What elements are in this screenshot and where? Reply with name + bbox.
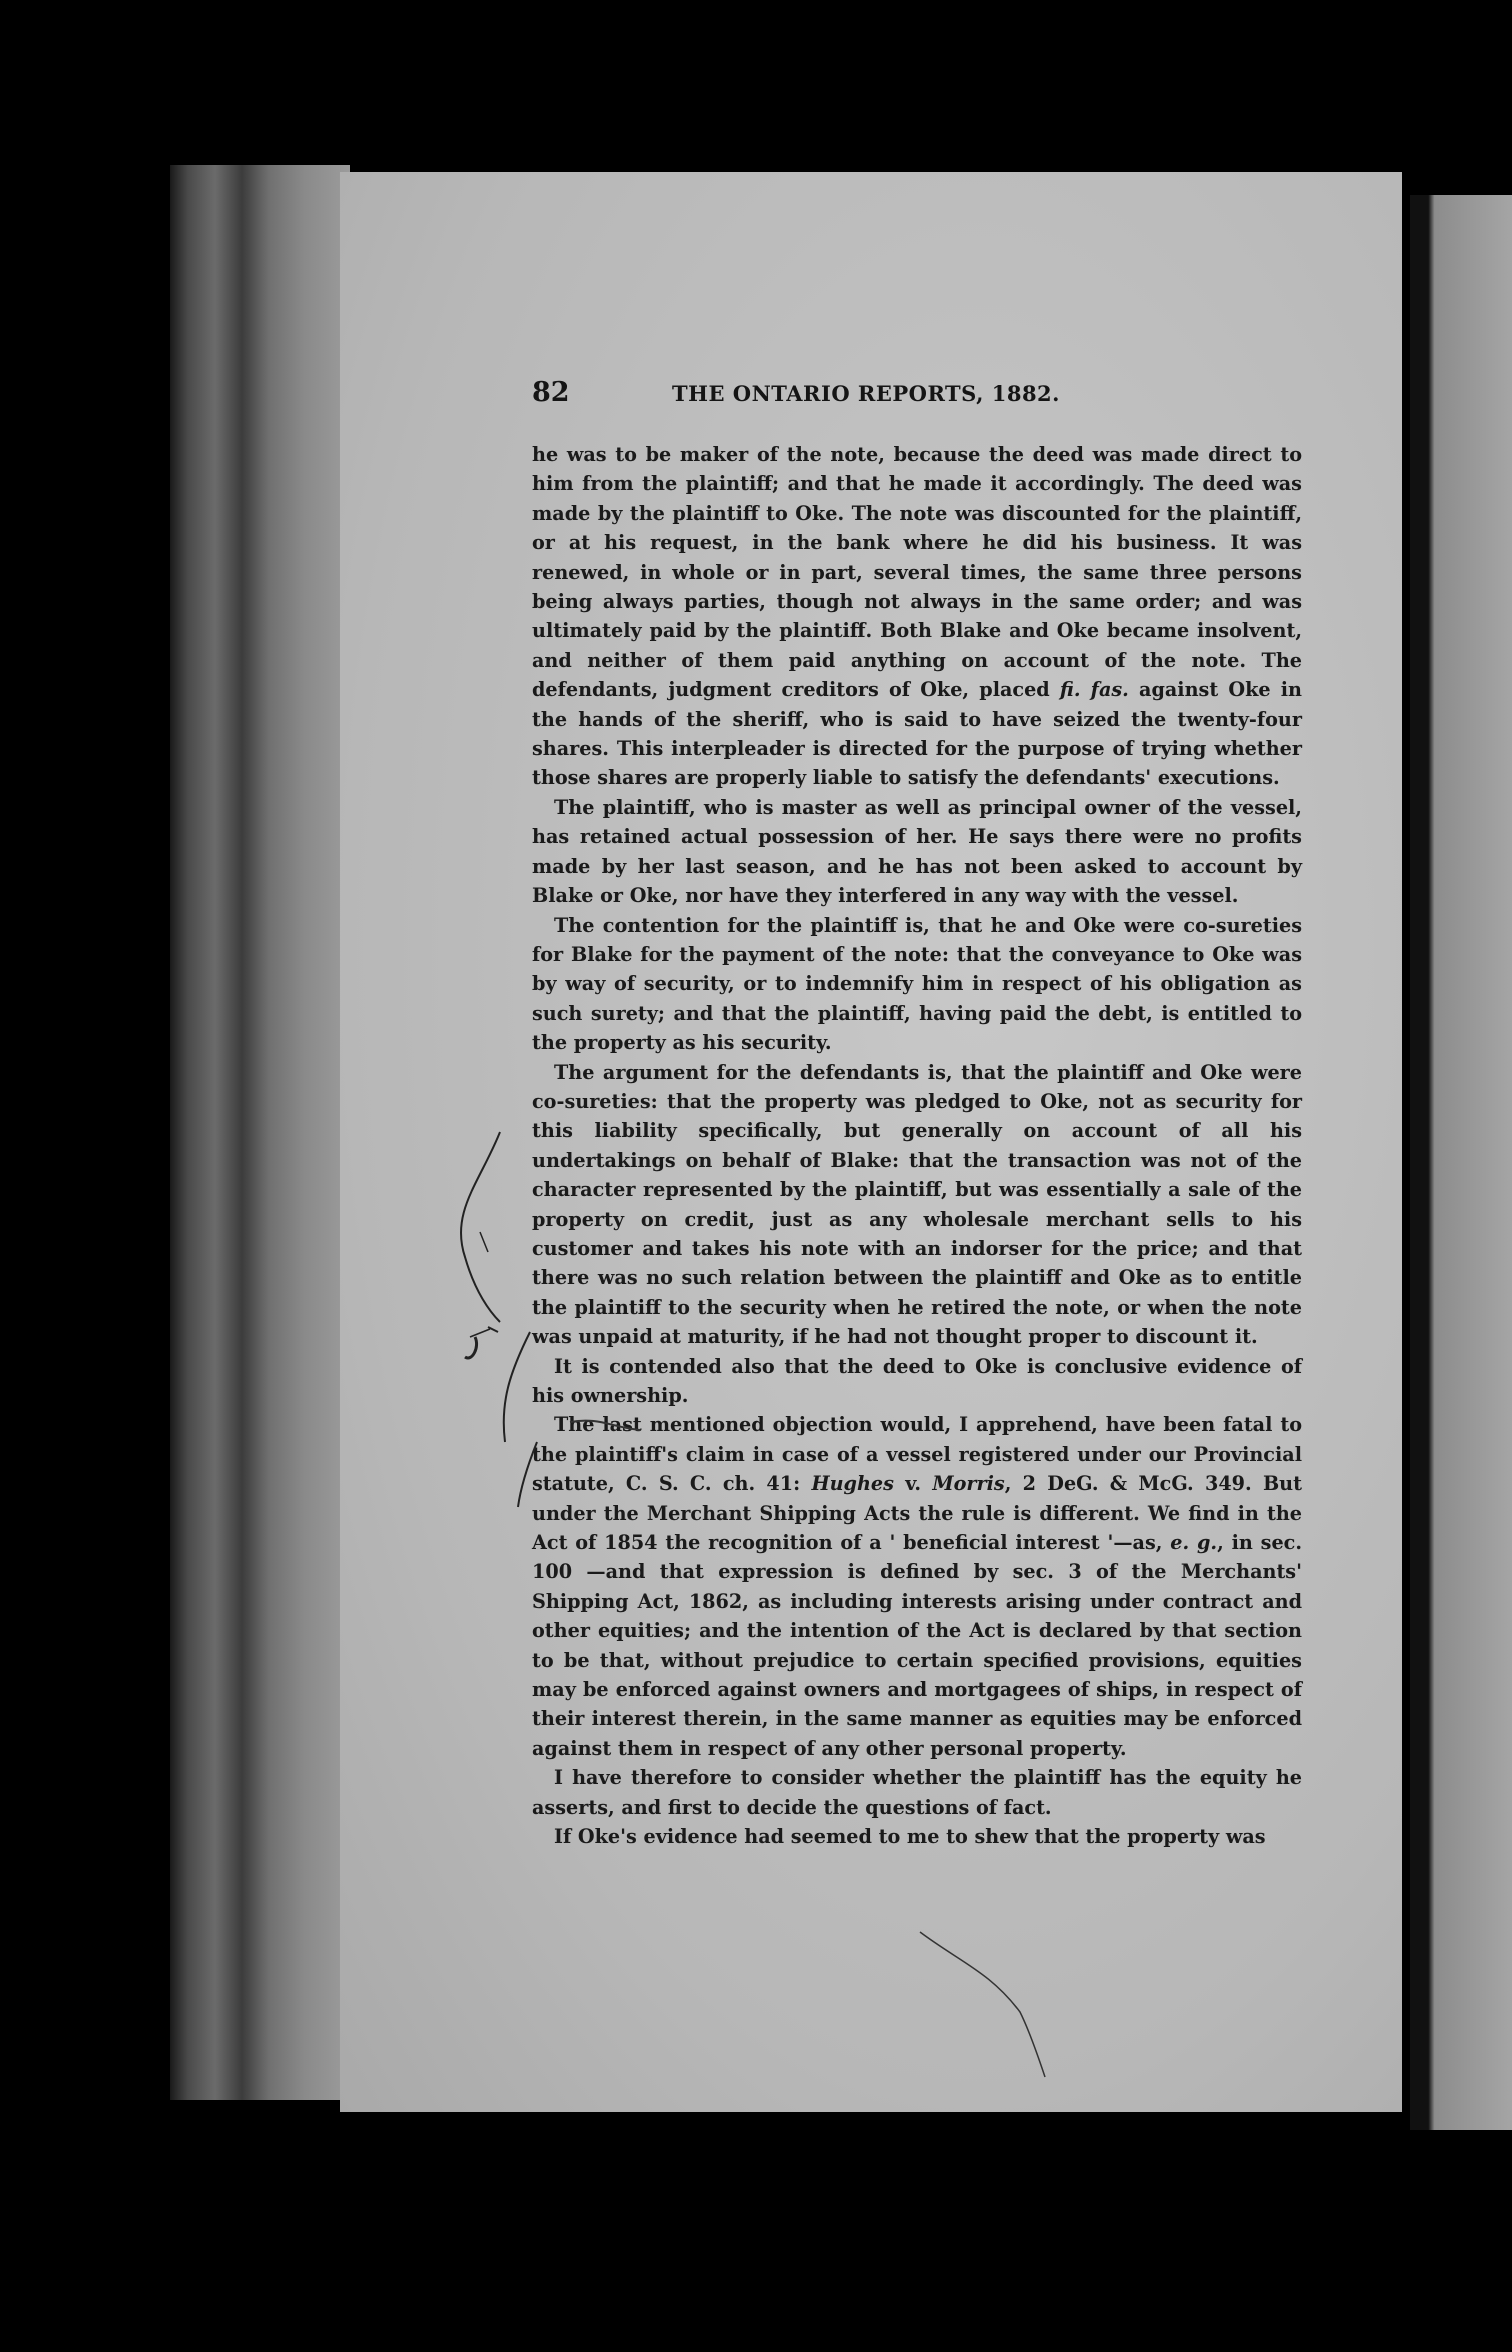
- paragraph: [532, 1058, 1302, 1352]
- text-run: The contention for the plaintiff is, that he and Oke were co-sureties for Blake for the payment of the note: that the conveyance to Oke was by way of security, or to indemnify him in respect of his obligation as such surety; and that the plaintiff, having paid the debt, is entitled to the property as his security.: [532, 913, 1302, 1055]
- text-run: The argument for the defendants is, that the plaintiff and Oke were co-sureties: that the property was pledged to Oke, not as security for this liability specifically, but generally on account of all his undertakings on behalf of Blake: that the transaction was not of the character represented by the plaintiff, but was essentially a sale of the property on credit, just as any wholesale merchant sells to his customer and takes his note with an indorser for the price; and that there was no such relation between the plaintiff and Oke as to entitle the plaintiff to the security when he retired the note, or when the note was unpaid at maturity, if he had not thought proper to discount it.: [532, 1060, 1302, 1349]
- text-run: I have therefore to consider whether the plaintiff has the equity he asserts, and first to decide the questions of fact.: [532, 1766, 1302, 1819]
- page-number: 82: [532, 377, 570, 408]
- paragraph: [532, 1822, 1302, 1851]
- italic-text: fi. fas.: [1059, 678, 1129, 702]
- paragraph: [532, 440, 1302, 793]
- italic-text: Morris: [932, 1472, 1005, 1496]
- text-run: If Oke's evidence had seemed to me to shew that the property was: [554, 1825, 1266, 1849]
- italic-text: e. g.: [1170, 1531, 1218, 1555]
- paragraph: [532, 1352, 1302, 1411]
- italic-text: Hughes: [811, 1472, 894, 1496]
- book-gutter-edge: [170, 165, 350, 2100]
- text-run: v.: [893, 1472, 933, 1496]
- text-run: The last mentioned objection would, I apprehend, have been fatal to the plaintiff's claim in case of a vessel registered under our Provincial statute, C. S. C. ch. 41:: [532, 1413, 1302, 1496]
- scanned-page: [340, 172, 1402, 2112]
- body-text: [532, 440, 1302, 1852]
- paragraph: [532, 1763, 1302, 1822]
- paragraph: [532, 1410, 1302, 1763]
- paragraph: [532, 793, 1302, 911]
- text-run: against Oke in the hands of the sheriff, who is said to have seized the twenty-four shares. This interpleader is directed for the purpose of trying whether those shares are properly liable to satisfy the defendants' executions.: [532, 678, 1302, 790]
- page-header: [532, 377, 1212, 417]
- adjacent-page-edge: [1410, 195, 1512, 2130]
- running-title: THE ONTARIO REPORTS, 1882.: [672, 381, 1060, 406]
- text-run: , 2 DeG. & McG. 349. But under the Merchant Shipping Acts the rule is different. We find in the Act of 1854 the recognition of a ' beneficial interest '—as,: [532, 1472, 1302, 1555]
- text-run: It is contended also that the deed to Oke is conclusive evidence of his ownership.: [532, 1354, 1302, 1407]
- text-run: , in sec. 100 —and that expression is defined by sec. 3 of the Merchants' Shipping Act, 1862, as including interests arising under contract and other equities; and the intention of the Act is declared by that section to be that, without prejudice to certain specified provisions, equities may be enforced against owners and mortgagees of ships, in respect of their interest therein, in the same manner as equities may be enforced against them in respect of any other personal property.: [532, 1531, 1303, 1760]
- paragraph: [532, 911, 1302, 1058]
- text-run: he was to be maker of the note, because the deed was made direct to him from the plaintiff; and that he made it accordingly. The deed was made by the plaintiff to Oke. The note was discounted for the plaintiff, or at his request, in the bank where he did his business. It was renewed, in whole or in part, several times, the same three persons being always parties, though not always in the same order; and was ultimately paid by the plaintiff. Both Blake and Oke became insolvent, and neither of them paid anything on account of the note. The defendants, judgment creditors of Oke, placed: [532, 443, 1302, 702]
- text-run: The plaintiff, who is master as well as principal owner of the vessel, has retained actual possession of her. He says there were no profits made by her last season, and he has not been asked to account by Blake or Oke, nor have they interfered in any way with the vessel.: [532, 795, 1302, 908]
